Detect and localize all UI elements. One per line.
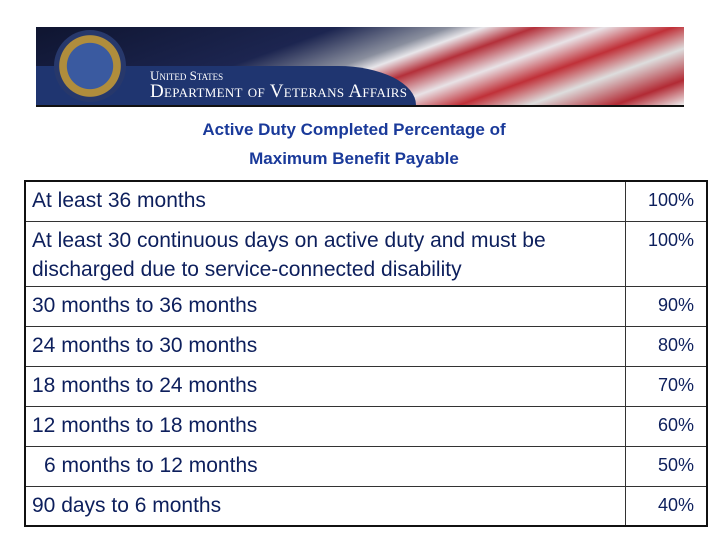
- row-pct: 70%: [626, 366, 708, 406]
- row-label: 90 days to 6 months: [25, 486, 626, 526]
- row-label: 6 months to 12 months: [25, 446, 626, 486]
- row-label: At least 36 months: [25, 181, 626, 221]
- table-row: [25, 181, 707, 221]
- title-line1: Active Duty Completed Percentage of: [202, 120, 506, 139]
- row-pct: 100%: [626, 181, 708, 221]
- table-row: [25, 446, 707, 486]
- row-pct: 90%: [626, 286, 708, 326]
- row-label: At least 30 continuous days on active duty and must be discharged due to service-connected disability: [25, 221, 626, 286]
- row-pct: 40%: [626, 486, 708, 526]
- row-label: 24 months to 30 months: [25, 326, 626, 366]
- title-line2: Maximum Benefit Payable: [249, 149, 459, 168]
- row-label: 30 months to 36 months: [25, 286, 626, 326]
- row-label: 18 months to 24 months: [25, 366, 626, 406]
- va-banner: [36, 27, 684, 107]
- row-pct: 60%: [626, 406, 708, 446]
- table-row: [25, 486, 707, 526]
- table-row: [25, 366, 707, 406]
- va-seal-logo: [54, 30, 126, 102]
- benefit-table: [24, 180, 708, 527]
- table-row: [25, 326, 707, 366]
- table-row: [25, 406, 707, 446]
- row-pct: 100%: [626, 221, 708, 286]
- banner-line1: United States: [150, 68, 224, 83]
- banner-line2: Department of Veterans Affairs: [150, 81, 408, 102]
- row-label: 12 months to 18 months: [25, 406, 626, 446]
- row-pct: 80%: [626, 326, 708, 366]
- table-row: [25, 286, 707, 326]
- row-pct: 50%: [626, 446, 708, 486]
- table-row: [25, 221, 707, 286]
